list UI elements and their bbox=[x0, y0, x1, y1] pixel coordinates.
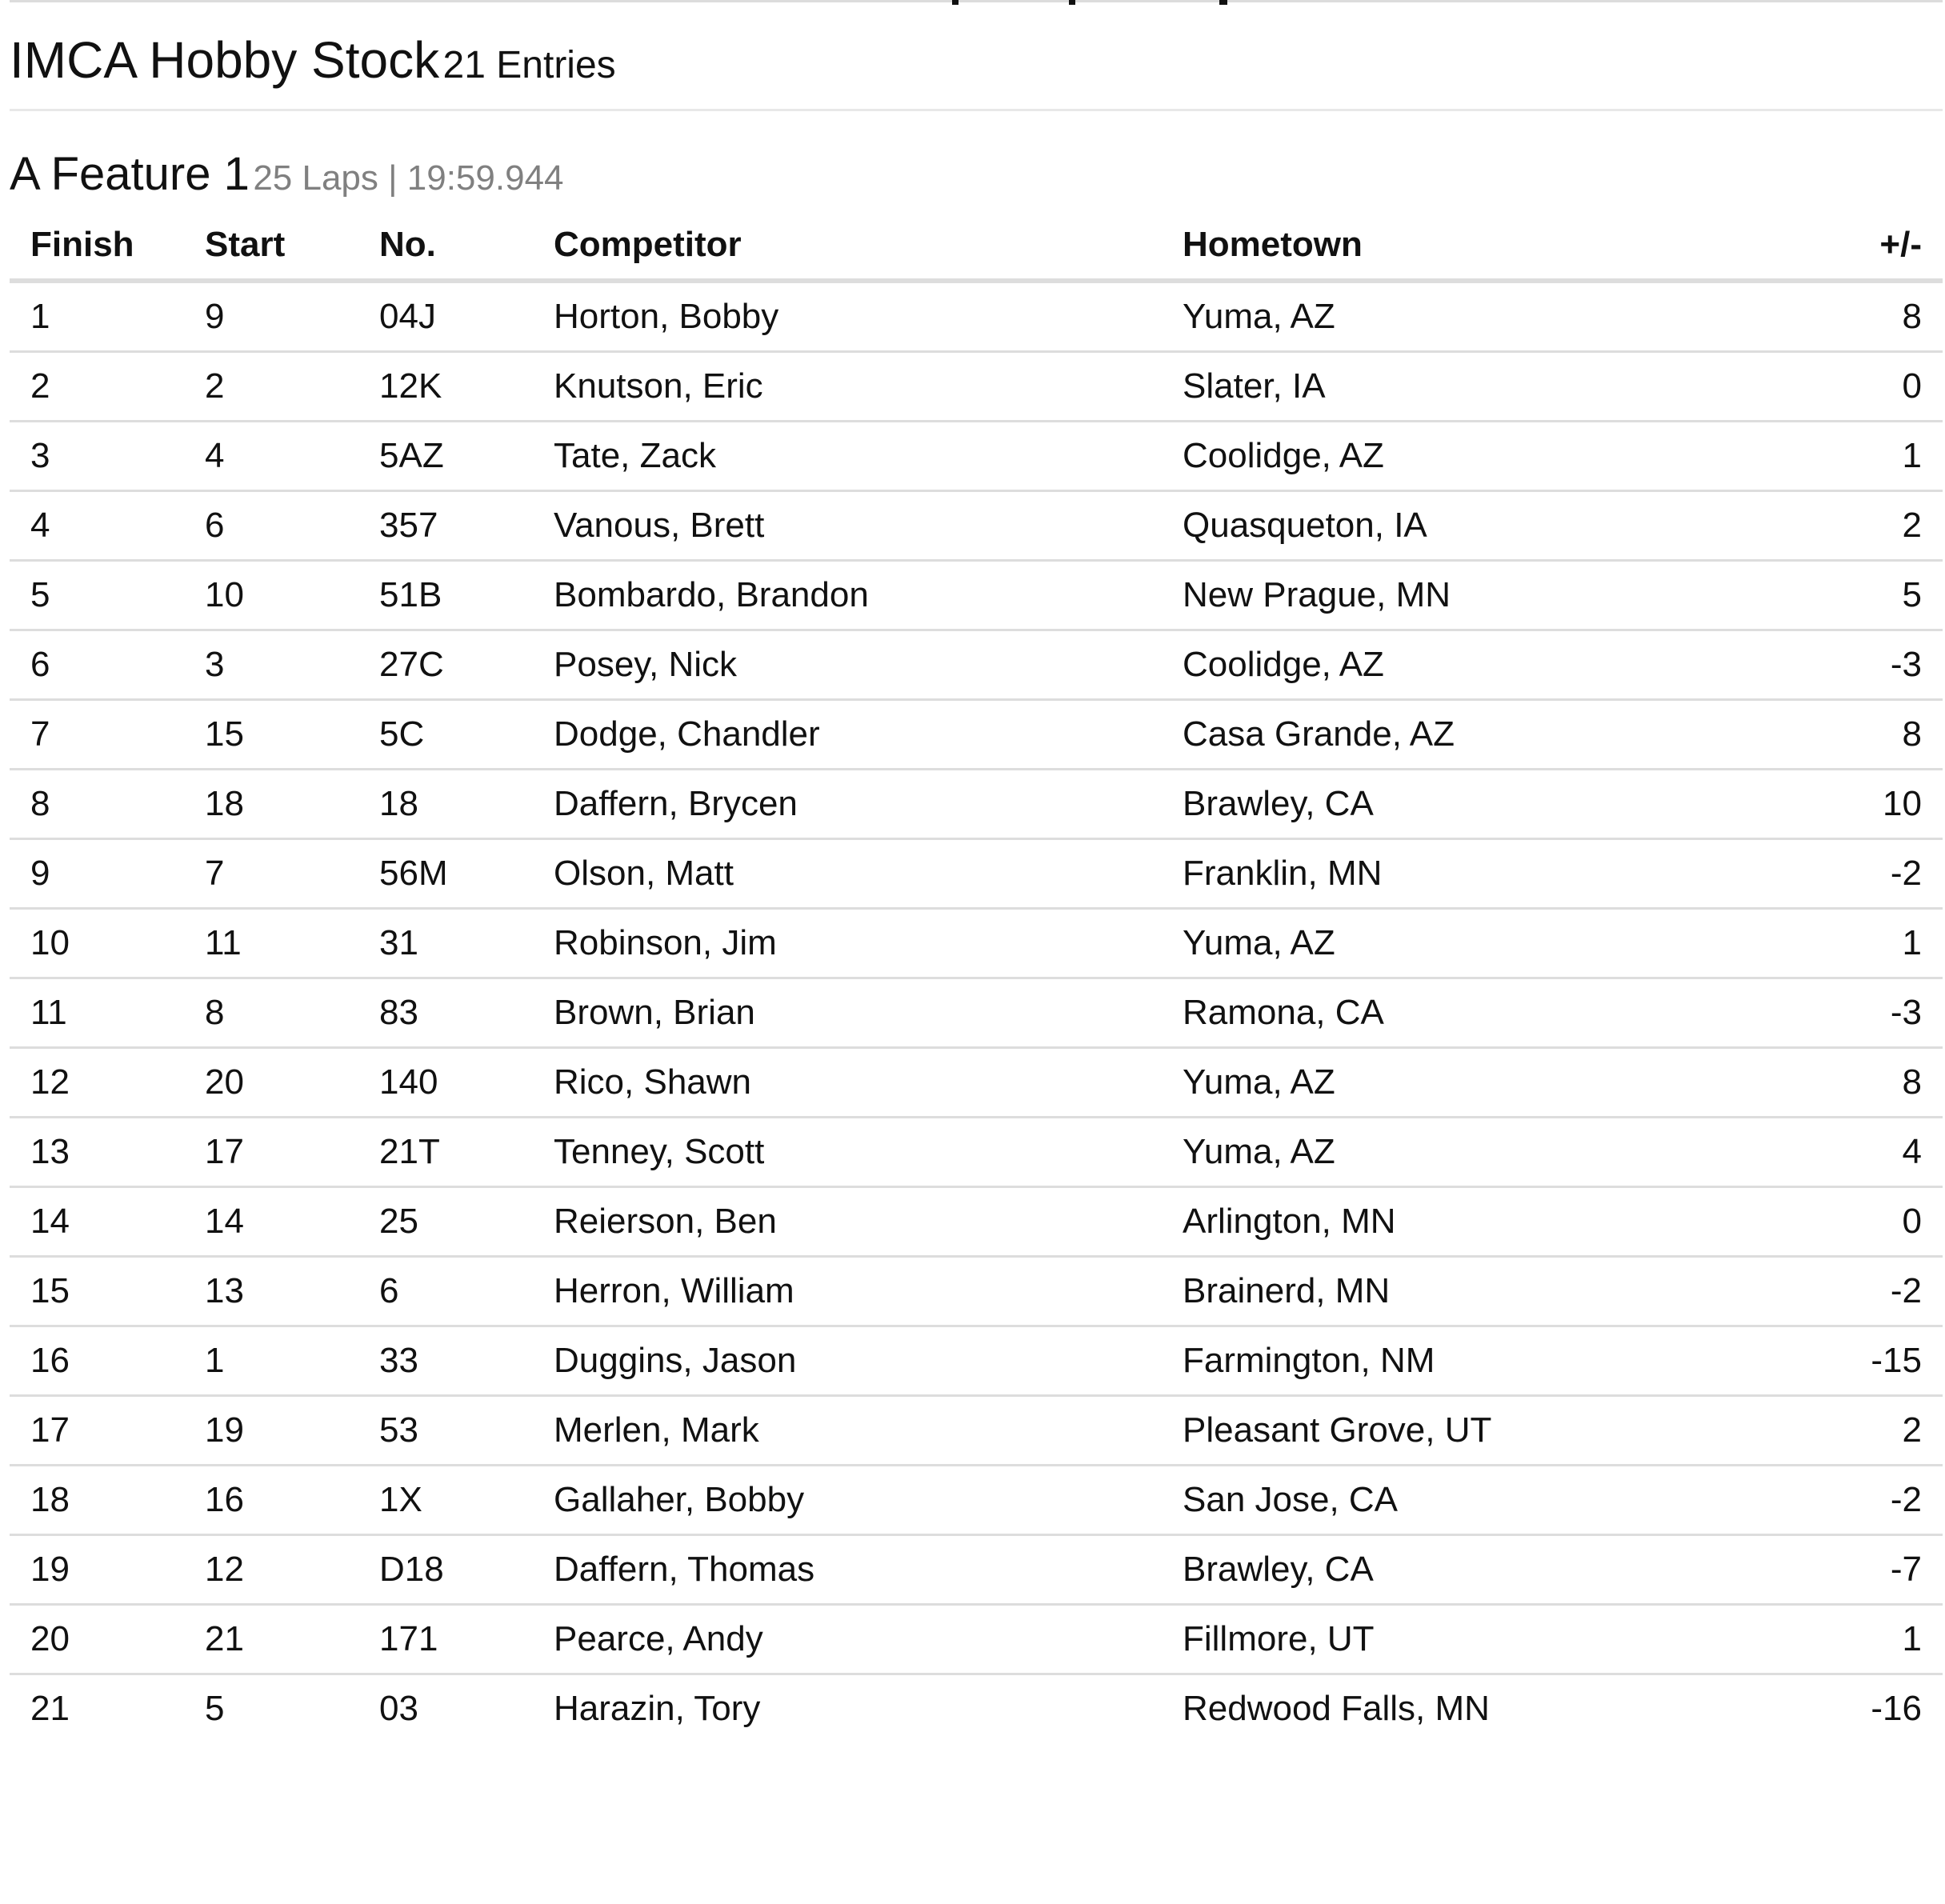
plus-minus-cell: -3 bbox=[1791, 630, 1943, 700]
column-header-competitor: Competitor bbox=[533, 211, 1162, 281]
car-number-cell: 25 bbox=[358, 1187, 533, 1257]
start-cell: 13 bbox=[184, 1257, 358, 1326]
hometown-cell: Yuma, AZ bbox=[1162, 909, 1791, 978]
table-row bbox=[10, 770, 1943, 839]
hometown-cell: Yuma, AZ bbox=[1162, 1118, 1791, 1187]
start-cell: 6 bbox=[184, 491, 358, 561]
car-number-cell: 6 bbox=[358, 1257, 533, 1326]
start-cell: 15 bbox=[184, 700, 358, 770]
car-number-cell: D18 bbox=[358, 1535, 533, 1605]
plus-minus-cell: 2 bbox=[1791, 491, 1943, 561]
finish-cell: 14 bbox=[10, 1187, 184, 1257]
competitor-cell: Robinson, Jim bbox=[533, 909, 1162, 978]
plus-minus-cell: -15 bbox=[1791, 1326, 1943, 1396]
competitor-cell: Pearce, Andy bbox=[533, 1605, 1162, 1674]
plus-minus-cell: 4 bbox=[1791, 1118, 1943, 1187]
competitor-cell: Tate, Zack bbox=[533, 422, 1162, 491]
hometown-cell: Arlington, MN bbox=[1162, 1187, 1791, 1257]
finish-cell: 12 bbox=[10, 1048, 184, 1118]
table-row bbox=[10, 1466, 1943, 1535]
hometown-cell: Farmington, NM bbox=[1162, 1326, 1791, 1396]
start-cell: 9 bbox=[184, 281, 358, 352]
cut-off-heading-fragment bbox=[1219, 0, 1227, 5]
finish-cell: 19 bbox=[10, 1535, 184, 1605]
competitor-cell: Olson, Matt bbox=[533, 839, 1162, 909]
results-table bbox=[10, 211, 1943, 1742]
table-row bbox=[10, 1326, 1943, 1396]
car-number-cell: 04J bbox=[358, 281, 533, 352]
car-number-cell: 12K bbox=[358, 352, 533, 422]
finish-cell: 3 bbox=[10, 422, 184, 491]
competitor-cell: Duggins, Jason bbox=[533, 1326, 1162, 1396]
start-cell: 8 bbox=[184, 978, 358, 1048]
table-row bbox=[10, 422, 1943, 491]
start-cell: 12 bbox=[184, 1535, 358, 1605]
plus-minus-cell: 1 bbox=[1791, 909, 1943, 978]
table-row bbox=[10, 1187, 1943, 1257]
finish-cell: 8 bbox=[10, 770, 184, 839]
table-row bbox=[10, 1605, 1943, 1674]
hometown-cell: Ramona, CA bbox=[1162, 978, 1791, 1048]
car-number-cell: 27C bbox=[358, 630, 533, 700]
competitor-cell: Knutson, Eric bbox=[533, 352, 1162, 422]
class-title: IMCA Hobby Stock bbox=[10, 31, 440, 89]
car-number-cell: 33 bbox=[358, 1326, 533, 1396]
finish-cell: 13 bbox=[10, 1118, 184, 1187]
column-header-hometown: Hometown bbox=[1162, 211, 1791, 281]
car-number-cell: 5C bbox=[358, 700, 533, 770]
car-number-cell: 21T bbox=[358, 1118, 533, 1187]
hometown-cell: Brainerd, MN bbox=[1162, 1257, 1791, 1326]
class-entry-count: 21 Entries bbox=[442, 44, 616, 86]
start-cell: 1 bbox=[184, 1326, 358, 1396]
car-number-cell: 03 bbox=[379, 1689, 418, 1728]
car-number-cell: 1X bbox=[358, 1466, 533, 1535]
plus-minus-cell: 1 bbox=[1791, 422, 1943, 491]
table-row bbox=[10, 491, 1943, 561]
finish-cell: 9 bbox=[10, 839, 184, 909]
start-cell: 7 bbox=[184, 839, 358, 909]
table-row bbox=[10, 281, 1943, 352]
event-title: A Feature 1 bbox=[10, 148, 250, 200]
plus-minus-cell: 8 bbox=[1791, 1048, 1943, 1118]
table-row bbox=[10, 352, 1943, 422]
plus-minus-cell: 2 bbox=[1791, 1396, 1943, 1466]
start-cell: 18 bbox=[184, 770, 358, 839]
cut-off-heading-fragment bbox=[952, 0, 958, 5]
car-number-cell: 31 bbox=[358, 909, 533, 978]
hometown-cell: Redwood Falls, MN bbox=[1183, 1689, 1490, 1728]
car-number-cell: 56M bbox=[358, 839, 533, 909]
hometown-cell: Coolidge, AZ bbox=[1162, 422, 1791, 491]
start-cell: 3 bbox=[184, 630, 358, 700]
column-header-start: Start bbox=[184, 211, 358, 281]
finish-cell: 21 bbox=[30, 1689, 70, 1728]
table-row bbox=[10, 700, 1943, 770]
hometown-cell: Brawley, CA bbox=[1162, 770, 1791, 839]
class-header bbox=[10, 30, 616, 90]
table-row bbox=[10, 1048, 1943, 1118]
competitor-cell: Tenney, Scott bbox=[533, 1118, 1162, 1187]
finish-cell: 20 bbox=[10, 1605, 184, 1674]
competitor-cell: Daffern, Thomas bbox=[533, 1535, 1162, 1605]
plus-minus-cell: 5 bbox=[1791, 561, 1943, 630]
table-row bbox=[10, 978, 1943, 1048]
competitor-cell: Horton, Bobby bbox=[533, 281, 1162, 352]
hometown-cell: Yuma, AZ bbox=[1162, 1048, 1791, 1118]
car-number-cell: 5AZ bbox=[358, 422, 533, 491]
start-cell: 19 bbox=[184, 1396, 358, 1466]
plus-minus-cell: 8 bbox=[1791, 281, 1943, 352]
table-row bbox=[10, 630, 1943, 700]
plus-minus-cell: 10 bbox=[1791, 770, 1943, 839]
hometown-cell: Casa Grande, AZ bbox=[1162, 700, 1791, 770]
event-header bbox=[10, 147, 564, 201]
hometown-cell: Franklin, MN bbox=[1162, 839, 1791, 909]
competitor-cell: Rico, Shawn bbox=[533, 1048, 1162, 1118]
hometown-cell: New Prague, MN bbox=[1162, 561, 1791, 630]
table-row bbox=[10, 839, 1943, 909]
finish-cell: 11 bbox=[10, 978, 184, 1048]
competitor-cell: Harazin, Tory bbox=[554, 1689, 761, 1728]
hometown-cell: Brawley, CA bbox=[1162, 1535, 1791, 1605]
table-row bbox=[10, 909, 1943, 978]
finish-cell: 16 bbox=[10, 1326, 184, 1396]
start-cell: 10 bbox=[184, 561, 358, 630]
table-header-row bbox=[10, 211, 1943, 281]
competitor-cell: Merlen, Mark bbox=[533, 1396, 1162, 1466]
plus-minus-cell: -3 bbox=[1791, 978, 1943, 1048]
plus-minus-cell: -2 bbox=[1791, 1466, 1943, 1535]
car-number-cell: 83 bbox=[358, 978, 533, 1048]
car-number-cell: 51B bbox=[358, 561, 533, 630]
start-cell: 5 bbox=[205, 1689, 225, 1728]
table-row bbox=[10, 1674, 1943, 1743]
plus-minus-cell: -16 bbox=[1871, 1689, 1922, 1728]
car-number-cell: 171 bbox=[358, 1605, 533, 1674]
table-row bbox=[10, 1396, 1943, 1466]
plus-minus-cell: 1 bbox=[1791, 1605, 1943, 1674]
start-cell: 20 bbox=[184, 1048, 358, 1118]
start-cell: 11 bbox=[184, 909, 358, 978]
competitor-cell: Brown, Brian bbox=[533, 978, 1162, 1048]
finish-cell: 17 bbox=[10, 1396, 184, 1466]
plus-minus-cell: 0 bbox=[1791, 352, 1943, 422]
hometown-cell: Slater, IA bbox=[1162, 352, 1791, 422]
top-divider bbox=[10, 0, 1943, 2]
competitor-cell: Vanous, Brett bbox=[533, 491, 1162, 561]
car-number-cell: 18 bbox=[358, 770, 533, 839]
event-laps-time: 25 Laps | 19:59.944 bbox=[253, 158, 564, 198]
finish-cell: 4 bbox=[10, 491, 184, 561]
competitor-cell: Posey, Nick bbox=[533, 630, 1162, 700]
table-row bbox=[10, 561, 1943, 630]
car-number-cell: 53 bbox=[358, 1396, 533, 1466]
finish-cell: 15 bbox=[10, 1257, 184, 1326]
hometown-cell: Fillmore, UT bbox=[1162, 1605, 1791, 1674]
finish-cell: 10 bbox=[10, 909, 184, 978]
car-number-cell: 357 bbox=[358, 491, 533, 561]
results-body bbox=[10, 281, 1943, 1742]
plus-minus-cell: -2 bbox=[1791, 1257, 1943, 1326]
finish-cell: 5 bbox=[10, 561, 184, 630]
plus-minus-cell: 0 bbox=[1791, 1187, 1943, 1257]
class-header-divider bbox=[10, 109, 1943, 111]
competitor-cell: Gallaher, Bobby bbox=[533, 1466, 1162, 1535]
finish-cell: 7 bbox=[10, 700, 184, 770]
column-header-finish: Finish bbox=[10, 211, 184, 281]
hometown-cell: San Jose, CA bbox=[1162, 1466, 1791, 1535]
hometown-cell: Coolidge, AZ bbox=[1162, 630, 1791, 700]
start-cell: 4 bbox=[184, 422, 358, 491]
table-row bbox=[10, 1535, 1943, 1605]
start-cell: 21 bbox=[184, 1605, 358, 1674]
finish-cell: 1 bbox=[10, 281, 184, 352]
table-row bbox=[10, 1257, 1943, 1326]
competitor-cell: Bombardo, Brandon bbox=[533, 561, 1162, 630]
start-cell: 17 bbox=[184, 1118, 358, 1187]
column-header-number: No. bbox=[358, 211, 533, 281]
table-row bbox=[10, 1118, 1943, 1187]
competitor-cell: Herron, William bbox=[533, 1257, 1162, 1326]
competitor-cell: Dodge, Chandler bbox=[533, 700, 1162, 770]
competitor-cell: Daffern, Brycen bbox=[533, 770, 1162, 839]
plus-minus-cell: -7 bbox=[1791, 1535, 1943, 1605]
cut-off-heading-fragment bbox=[1069, 0, 1075, 5]
finish-cell: 6 bbox=[10, 630, 184, 700]
start-cell: 16 bbox=[184, 1466, 358, 1535]
hometown-cell: Pleasant Grove, UT bbox=[1162, 1396, 1791, 1466]
plus-minus-cell: 8 bbox=[1791, 700, 1943, 770]
plus-minus-cell: -2 bbox=[1791, 839, 1943, 909]
finish-cell: 2 bbox=[10, 352, 184, 422]
hometown-cell: Quasqueton, IA bbox=[1162, 491, 1791, 561]
competitor-cell: Reierson, Ben bbox=[533, 1187, 1162, 1257]
finish-cell: 18 bbox=[10, 1466, 184, 1535]
start-cell: 14 bbox=[184, 1187, 358, 1257]
car-number-cell: 140 bbox=[358, 1048, 533, 1118]
hometown-cell: Yuma, AZ bbox=[1162, 281, 1791, 352]
column-header-plus-minus: +/- bbox=[1791, 211, 1943, 281]
start-cell: 2 bbox=[184, 352, 358, 422]
